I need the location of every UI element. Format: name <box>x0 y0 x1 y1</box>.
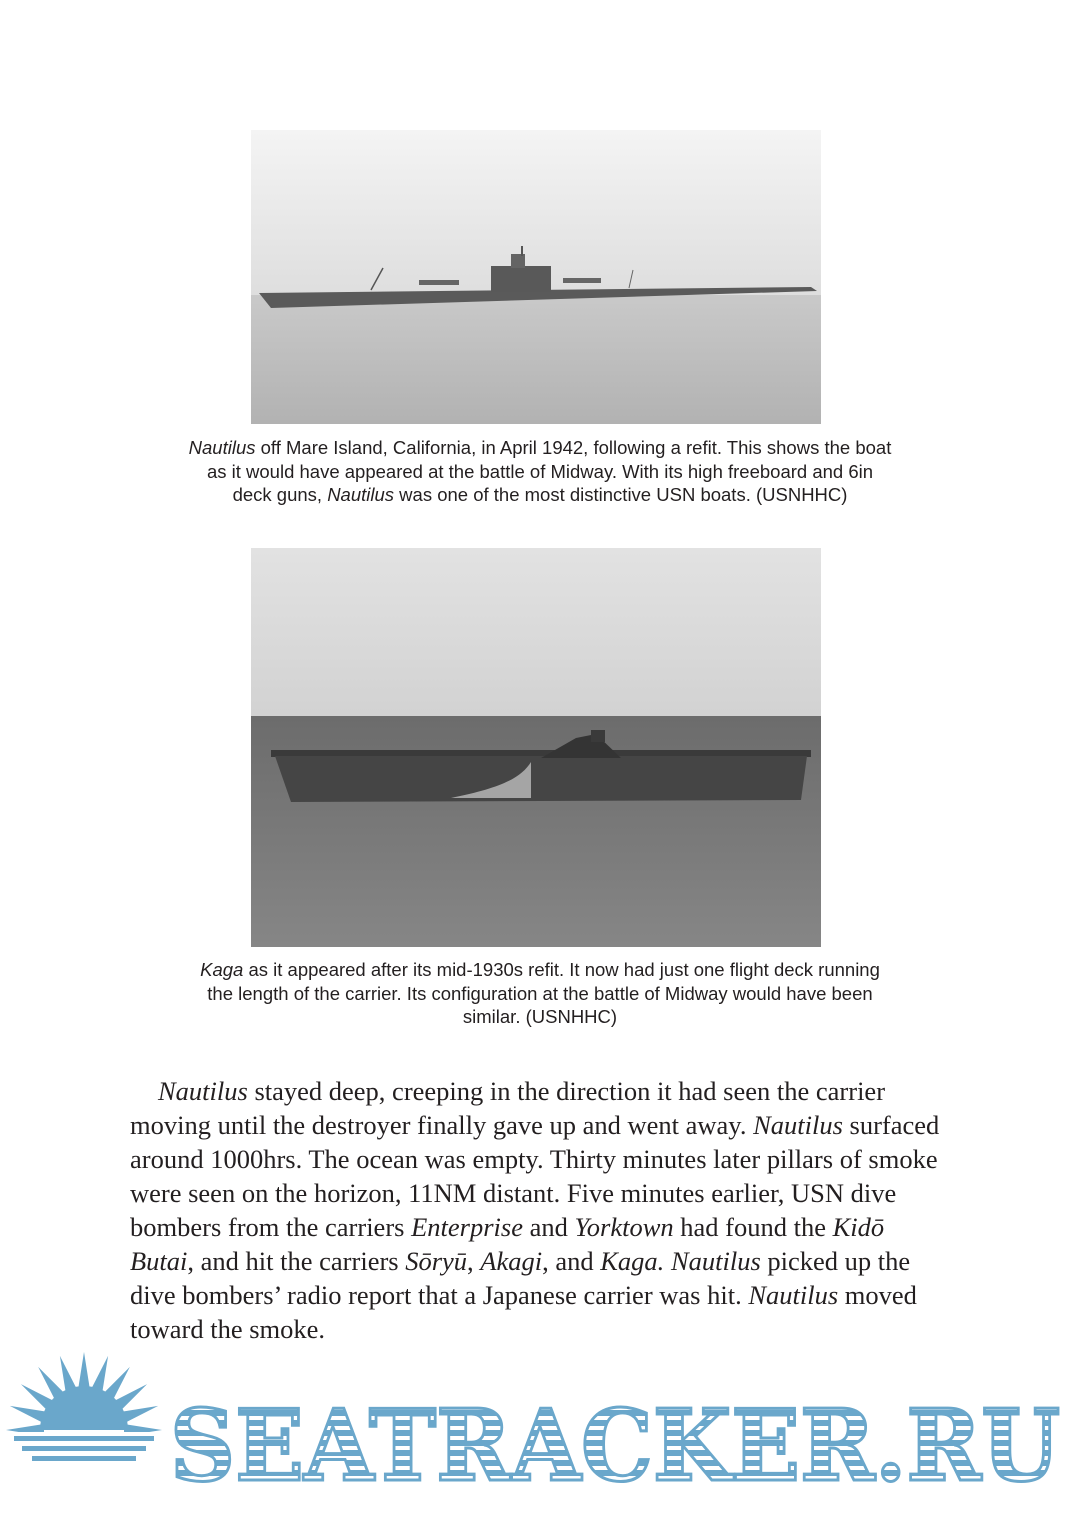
caption-text: was one of the most distinctive USN boats. (USNHHC) <box>394 484 848 505</box>
body-run: and <box>522 1212 575 1242</box>
watermark-text: SEATRACKER.RU <box>170 1389 1060 1504</box>
body-run: moved toward the smoke. <box>130 1280 917 1344</box>
body-run: Nautilus <box>748 1280 839 1310</box>
ship-name: Nautilus <box>327 484 395 505</box>
caption-line <box>120 460 960 484</box>
caption-text: the length of the carrier. Its configuration at the battle of Midway would have been <box>207 982 873 1004</box>
body-run: Yorktown <box>574 1212 674 1242</box>
caption-line <box>120 1005 960 1029</box>
body-run: Sōryū <box>405 1246 468 1276</box>
body-paragraph <box>130 1074 950 1346</box>
body-run: earlier, USN dive bombers from the carriers <box>130 1178 897 1242</box>
body-run: Nautilus <box>753 1110 843 1140</box>
body-run: Nautilus <box>158 1076 248 1106</box>
caption-line <box>120 436 960 460</box>
body-text <box>130 1074 950 1346</box>
body-run: Enterprise <box>411 1212 523 1242</box>
ship-name: Kaga <box>200 959 244 980</box>
caption-text: as it would have appeared at the battle of Midway. With its high freeboard and 6in <box>206 460 874 482</box>
body-run: picked up the dive bombers’ radio report that a Japanese <box>130 1246 911 1310</box>
body-run: , and <box>542 1246 601 1276</box>
ship-name: Nautilus <box>188 437 256 458</box>
caption-line <box>120 483 960 507</box>
body-run: had found the <box>680 1212 833 1242</box>
body-run: Kaga. <box>600 1246 665 1276</box>
body-run: moving until the destroyer finally gave up and went away. <box>130 1110 754 1140</box>
seatracker-watermark <box>0 1340 1080 1513</box>
body-run: pillars of smoke were seen on the horizon, 11NM distant. Five minutes <box>130 1144 938 1208</box>
caption-text: off Mare Island, California, in April 1942, following a refit. This shows the boat <box>255 437 892 458</box>
caption-line <box>120 982 960 1006</box>
sun-logo-icon <box>6 1352 162 1461</box>
body-run: carrier was hit. <box>583 1280 749 1310</box>
figure-1-caption <box>120 436 960 507</box>
body-run: Kidō Butai <box>130 1212 885 1276</box>
body-run: Akagi <box>480 1246 543 1276</box>
kaga-photo <box>251 548 821 947</box>
caption-text: similar. (USNHHC) <box>462 1006 618 1027</box>
caption-line <box>120 958 960 982</box>
figure-2-caption <box>120 958 960 1029</box>
body-run: stayed deep, creeping in the direction it had seen the carrier <box>247 1076 886 1106</box>
nautilus-photo <box>251 130 821 424</box>
body-run: , <box>467 1246 481 1276</box>
caption-text: as it appeared after its mid-1930s refit. It now had just one flight deck running <box>243 959 880 980</box>
body-run: Nautilus <box>670 1246 761 1276</box>
caption-text: deck guns, <box>232 484 328 505</box>
body-run: , and hit the carriers <box>187 1246 406 1276</box>
body-run: surfaced around 1000hrs. The ocean was empty. Thirty minutes later <box>130 1110 940 1174</box>
